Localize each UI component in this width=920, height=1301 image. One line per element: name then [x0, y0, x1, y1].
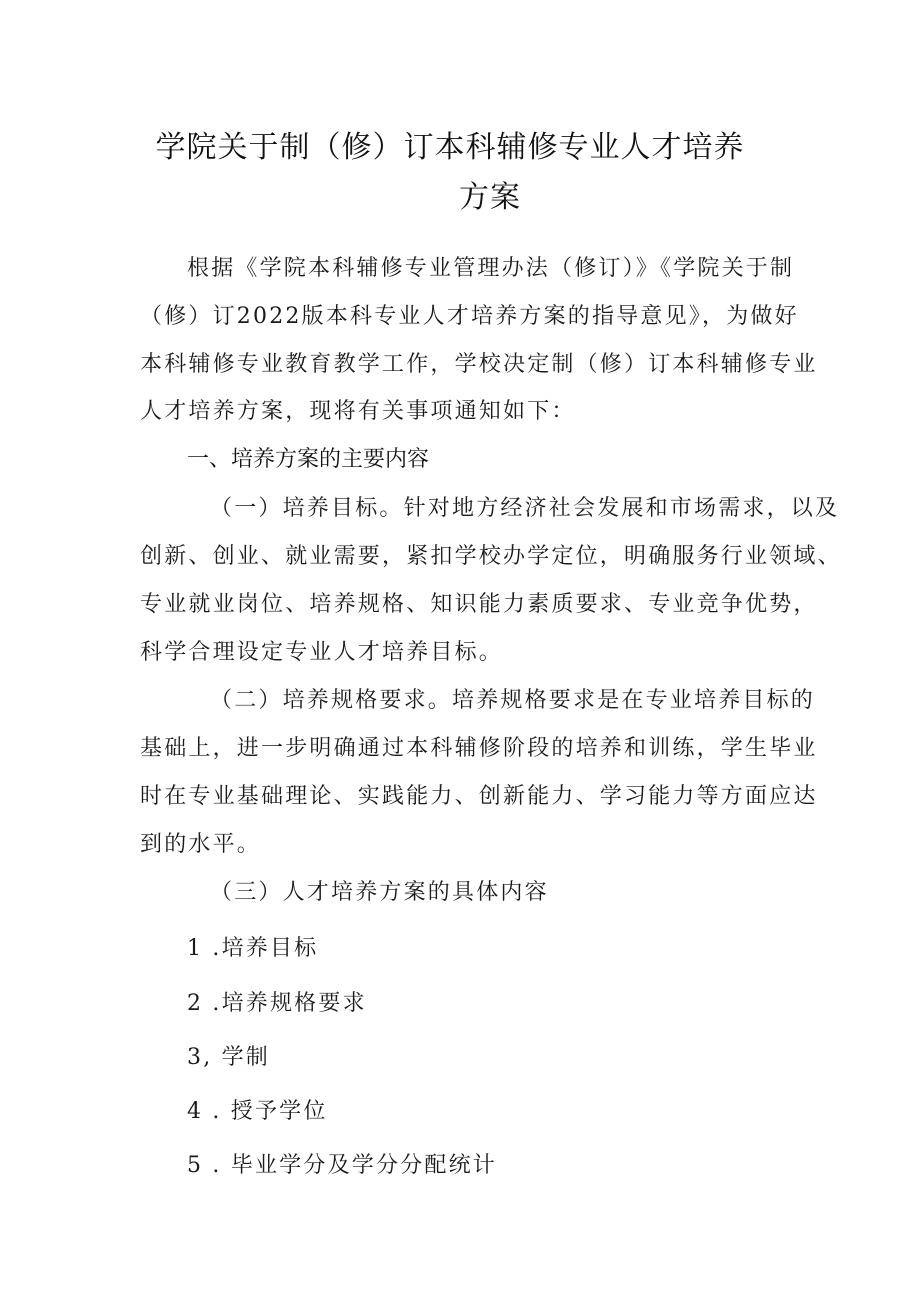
para1-line-1: （一）培养目标。针对地方经济社会发展和市场需求，以及	[210, 496, 840, 521]
para1-line-2: 创新、创业、就业需要，紧扣学校办学定位，明确服务行业领域、	[140, 544, 842, 569]
section-heading: 一、培养方案的主要内容	[187, 447, 430, 472]
intro-line-4: 人才培养方案，现将有关事项通知如下：	[140, 399, 576, 424]
list-item-3: 3, 学制	[187, 1045, 270, 1070]
document-title-line-1: 学院关于制（修）订本科辅修专业人才培养	[155, 130, 745, 165]
list-item-4: 4 . 授予学位	[187, 1099, 328, 1124]
para1-line-3: 专业就业岗位、培养规格、知识能力素质要求、专业竞争优势，	[140, 592, 818, 617]
list-item-1: 1 .培养目标	[187, 936, 319, 961]
list-item-5: 5 . 毕业学分及学分分配统计	[187, 1153, 497, 1178]
para2-line-1: （二）培养规格要求。培养规格要求是在专业培养目标的	[210, 688, 816, 713]
para2-line-4: 到的水平。	[140, 832, 262, 857]
para1-line-4: 科学合理设定专业人才培养目标。	[140, 640, 504, 665]
para3-line: （三）人才培养方案的具体内容	[210, 880, 549, 905]
para2-line-3: 时在专业基础理论、实践能力、创新能力、学习能力等方面应达	[140, 784, 818, 809]
intro-line-1: 根据《学院本科辅修专业管理办法（修订）》《学院关于制	[187, 256, 795, 281]
intro-line-3: 本科辅修专业教育教学工作，学校决定制（修）订本科辅修专业	[140, 352, 818, 377]
document-title-line-2: 方案	[459, 180, 521, 215]
list-item-2: 2 .培养规格要求	[187, 991, 367, 1016]
intro-line-2: （修）订2022版本科专业人才培养方案的指导意见》，为做好	[140, 304, 799, 329]
para2-line-2: 基础上，进一步明确通过本科辅修阶段的培养和训练，学生毕业	[140, 736, 818, 761]
